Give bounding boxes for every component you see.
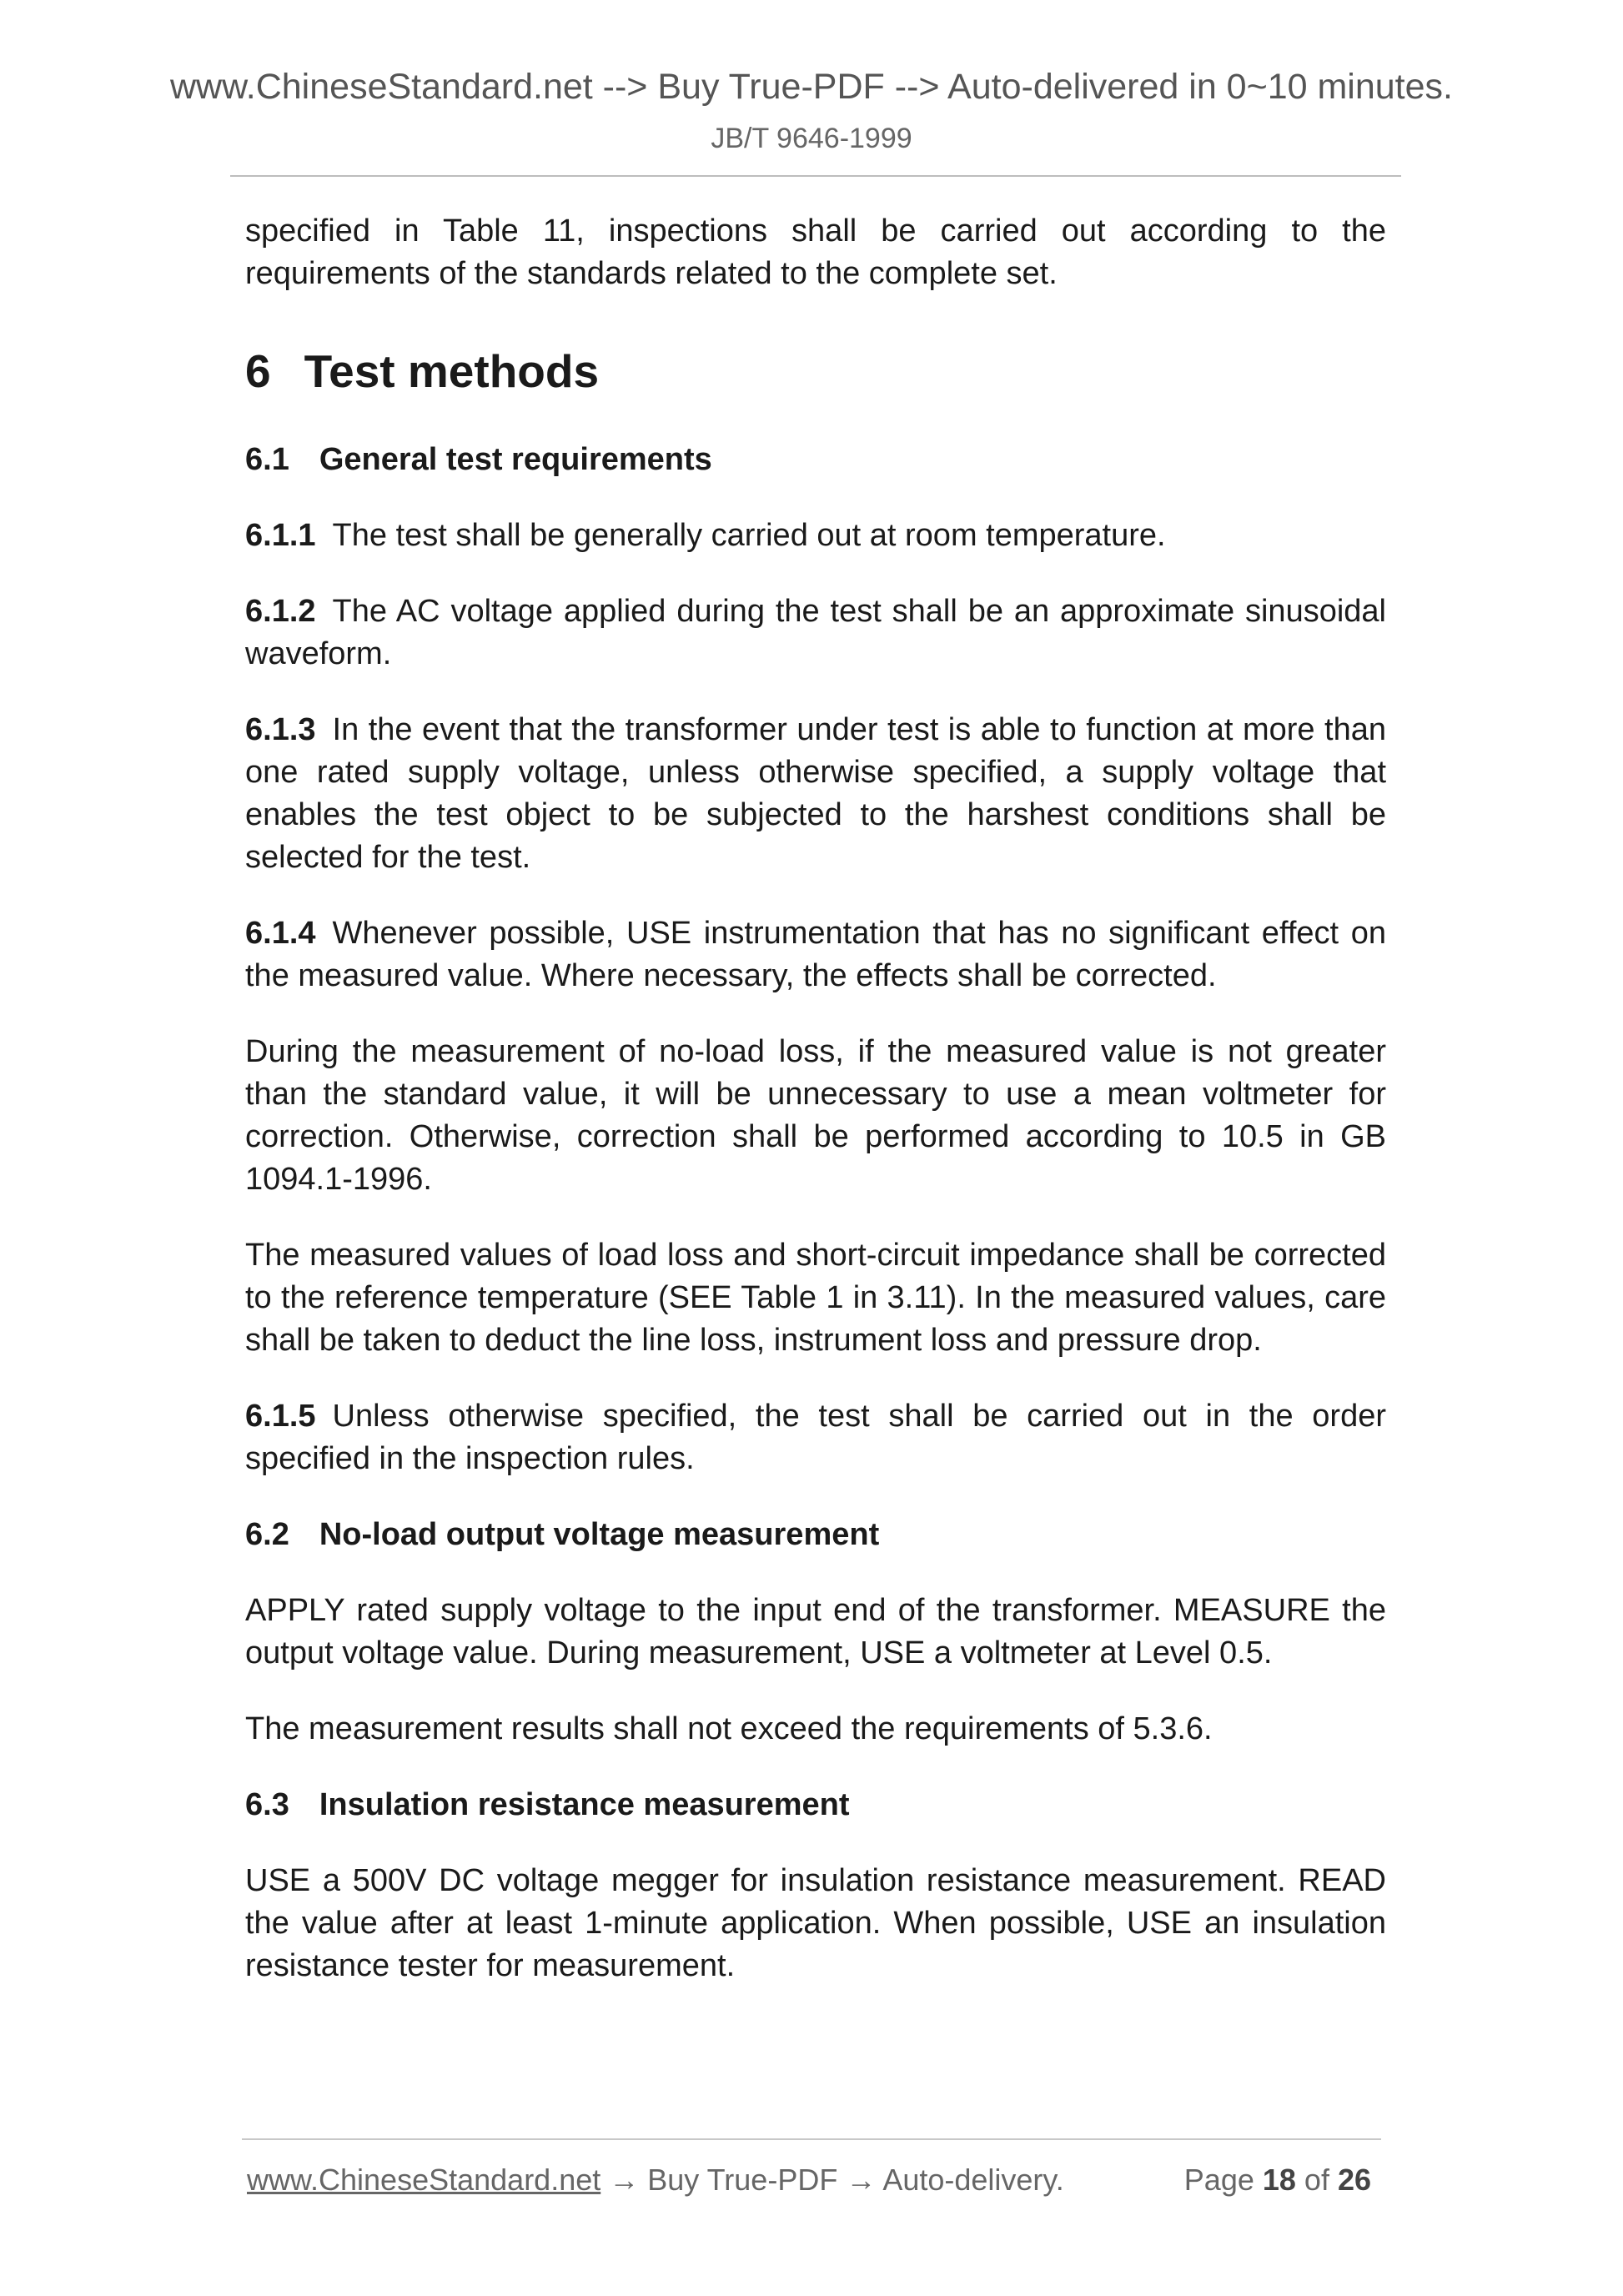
measurement-limit-paragraph: The measurement results shall not exceed the requirements of 5.3.6. bbox=[245, 1711, 1213, 1746]
clause-number: 6.1.3 bbox=[245, 712, 316, 747]
subsection-heading-6-1 bbox=[245, 439, 1386, 481]
clause-text: The AC voltage applied during the test shall be an approximate sinusoidal waveform. bbox=[245, 594, 1386, 671]
insulation-resistance-paragraph: USE a 500V DC voltage megger for insulation resistance measurement. READ the value after at least 1-minute application. When possible, USE an insulation resistance tester for measurement. bbox=[245, 1863, 1386, 1983]
clause-6-1-4 bbox=[245, 912, 1386, 997]
clause-number: 6.1.4 bbox=[245, 916, 316, 951]
clause-text: In the event that the transformer under test is able to function at more than one rated supply voltage, unless otherwise specified, a supply voltage that enables the test object to be subjected to the harshest conditions shall be selected for the test. bbox=[245, 712, 1386, 875]
footer-divider bbox=[242, 2138, 1381, 2140]
clause-text: Unless otherwise specified, the test shall be carried out in the order specified in the inspection rules. bbox=[245, 1399, 1386, 1476]
subsection-number: 6.1 bbox=[245, 442, 289, 477]
clause-number: 6.1.5 bbox=[245, 1399, 316, 1434]
clause-text: Whenever possible, USE instrumentation that has no significant effect on the measured value. Where necessary, the effects shall be corrected. bbox=[245, 916, 1386, 993]
page-total: 26 bbox=[1337, 2163, 1371, 2197]
subsection-number: 6.3 bbox=[245, 1787, 289, 1822]
footer-tagline: → Buy True-PDF → Auto-delivery. bbox=[600, 2163, 1064, 2197]
section-title: Test methods bbox=[304, 345, 600, 397]
page-footer bbox=[247, 2158, 1378, 2205]
section-number: 6 bbox=[245, 345, 271, 397]
page-separator: of bbox=[1295, 2163, 1338, 2197]
subsection-number: 6.2 bbox=[245, 1517, 289, 1552]
page-header bbox=[0, 65, 1623, 157]
subsection-heading-6-3 bbox=[245, 1784, 1386, 1826]
clause-6-1-1 bbox=[245, 515, 1386, 557]
noload-loss-paragraph: During the measurement of no-load loss, if the measured value is not greater than the standard value, it will be unnecessary to use a mean voltmeter for correction. Otherwise, correction shall be performed according to 10.5 in GB 1094.1-1996. bbox=[245, 1034, 1386, 1197]
document-code: JB/T 9646-1999 bbox=[711, 123, 912, 154]
subsection-title: No-load output voltage measurement bbox=[319, 1517, 880, 1552]
header-banner: www.ChineseStandard.net --> Buy True-PDF --> Auto-delivered in 0~10 minutes. bbox=[169, 67, 1453, 107]
clause-text: The test shall be generally carried out at room temperature. bbox=[332, 518, 1166, 553]
subsection-title: Insulation resistance measurement bbox=[319, 1787, 850, 1822]
clause-6-1-3 bbox=[245, 709, 1386, 879]
subsection-heading-6-2 bbox=[245, 1514, 1386, 1556]
section-heading-6 bbox=[245, 344, 1386, 399]
page-current: 18 bbox=[1262, 2163, 1296, 2197]
load-loss-paragraph: The measured values of load loss and short-circuit impedance shall be corrected to the reference temperature (SEE Table 1 in 3.11). In the measured values, care shall be taken to deduct the line loss, instrument loss and pressure drop. bbox=[245, 1238, 1386, 1358]
page-number bbox=[1184, 2158, 1371, 2202]
noload-voltage-paragraph: APPLY rated supply voltage to the input end of the transformer. MEASURE the output voltage value. During measurement, USE a voltmeter at Level 0.5. bbox=[245, 1593, 1386, 1671]
intro-paragraph: specified in Table 11, inspections shall be carried out according to the requirements of the standards related to the complete set. bbox=[245, 214, 1386, 291]
clause-number: 6.1.2 bbox=[245, 594, 316, 629]
clause-6-1-5 bbox=[245, 1395, 1386, 1480]
page-content bbox=[245, 210, 1386, 2021]
subsection-title: General test requirements bbox=[319, 442, 712, 477]
page-label: Page bbox=[1183, 2163, 1263, 2197]
clause-6-1-2 bbox=[245, 590, 1386, 676]
clause-number: 6.1.1 bbox=[245, 518, 316, 553]
header-divider bbox=[230, 175, 1401, 177]
footer-site-link[interactable]: www.ChineseStandard.net bbox=[247, 2163, 601, 2197]
footer-promo bbox=[247, 2158, 1064, 2202]
